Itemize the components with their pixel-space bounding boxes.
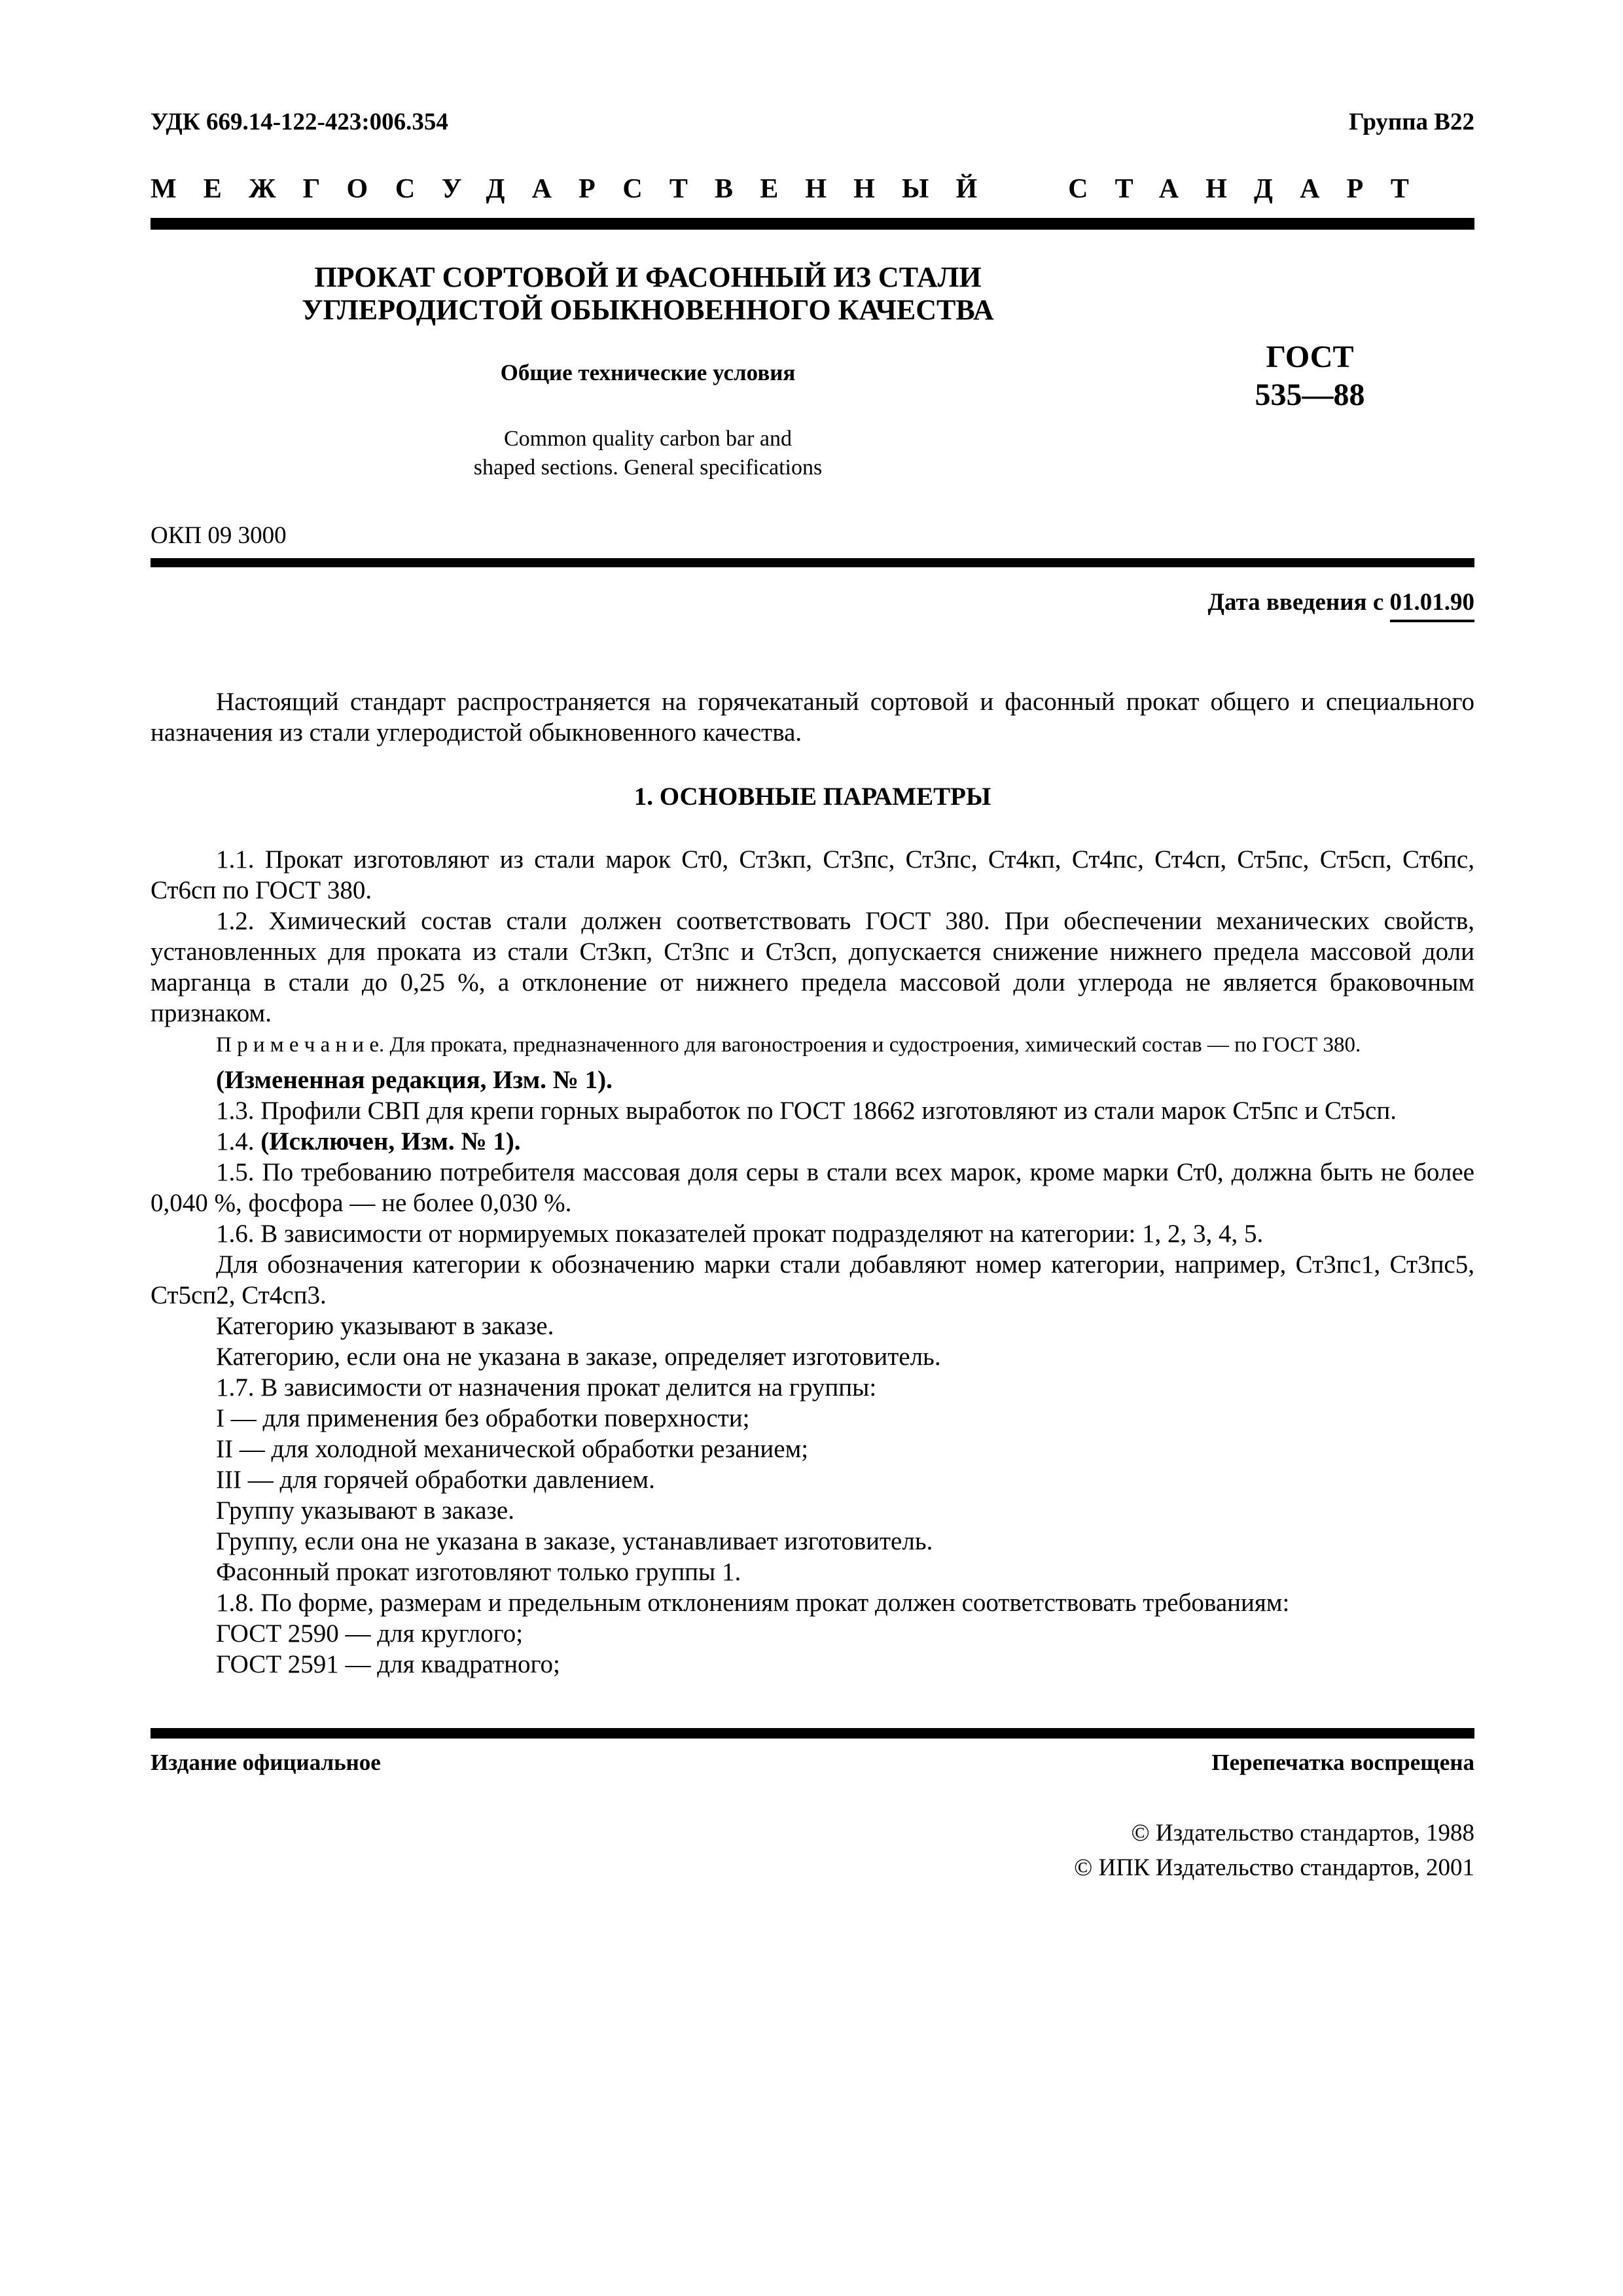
reprint-prohibited-label: Перепечатка воспрещена [1211, 1750, 1474, 1776]
paragraph-1-7-shaped: Фасонный прокат изготовляют только группы 1. [216, 1558, 741, 1587]
paragraph-1-6-order: Категорию указывают в заказе. [216, 1312, 554, 1341]
intro-paragraph: Настоящий стандарт распространяется на горячекатаный сортовой и фасонный прокат общего и специального назначения из стали углеродистой обыкновенного качества. [151, 688, 1474, 747]
copyright-block [151, 1816, 1474, 1885]
document-title-english-line1: Common quality carbon bar and [503, 427, 792, 451]
document-body [151, 686, 1474, 1680]
group-item-1: I — для применения без обработки поверхности; [216, 1404, 750, 1433]
standard-type-heading: МЕЖГОСУДАРСТВЕННЫЙ СТАНДАРТ [151, 174, 1436, 205]
identification-row [151, 108, 1474, 137]
paragraph-1-1: 1.1. Прокат изготовляют из стали марок Ст0, Ст3кп, Ст3пс, Ст3пс, Ст4кп, Ст4пс, Ст4сп, Ст5пс, Ст5сп, Ст6пс, Ст6сп по ГОСТ 380. [151, 845, 1474, 905]
gost-designation [1145, 338, 1474, 482]
paragraph-1-4 [151, 1126, 1474, 1157]
udk-code: УДК 669.14-122-423:006.354 [151, 109, 448, 135]
amendment-note-1: (Измененная редакция, Изм. № 1). [216, 1066, 613, 1095]
group-item-3: III — для горячей обработки давлением. [216, 1466, 655, 1494]
title-block [151, 261, 1474, 482]
gost-designation-prefix: ГОСТ [1266, 340, 1354, 375]
title-column [151, 261, 1145, 482]
okp-separator-bar [151, 558, 1474, 567]
document-title [151, 261, 1145, 327]
paragraph-1-3: 1.3. Профили СВП для крепи горных выработок по ГОСТ 18662 изготовляют из стали марок Ст5пс и Ст5сп. [216, 1097, 1397, 1125]
paragraph-1-8-round: ГОСТ 2590 — для круглого; [216, 1619, 524, 1648]
okp-code: ОКП 09 3000 [151, 522, 287, 550]
footer-labels-row [151, 1748, 1474, 1778]
effective-date-value: 01.01.90 [1390, 587, 1475, 622]
paragraph-1-7: 1.7. В зависимости от назначения прокат делится на группы: [216, 1373, 877, 1402]
copyright-line-1988: © Издательство стандартов, 1988 [1131, 1819, 1474, 1846]
document-title-english-line2: shaped sections. General specifications [473, 455, 823, 480]
top-separator-bar [151, 218, 1474, 230]
classification-group: Группа В22 [1349, 109, 1474, 135]
section-1-heading: 1. ОСНОВНЫЕ ПАРАМЕТРЫ [633, 783, 991, 811]
paragraph-1-6-designation: Для обозначения категории к обозначению марки стали добавляют номер категории, например, Ст3пс1, Ст3пс5, Ст5сп2, Ст4сп3. [151, 1250, 1474, 1310]
note-paragraph: П р и м е ч а н и е. Для проката, предназначенного для вагоностроения и судостроения, химический состав — по ГОСТ 380. [216, 1033, 1361, 1057]
paragraph-1-8: 1.8. По форме, размерам и предельным отклонениям прокат должен соответствовать требованиям: [216, 1589, 1290, 1617]
paragraph-1-5: 1.5. По требованию потребителя массовая доля серы в стали всех марок, кроме марки Ст0, должна быть не более 0,040 %, фосфора — не более 0,030 %. [151, 1158, 1474, 1218]
paragraph-1-4-excluded: (Исключен, Изм. № 1). [260, 1127, 521, 1156]
group-item-2: II — для холодной механической обработки резанием; [216, 1435, 809, 1464]
document-subtitle: Общие технические условия [500, 360, 796, 386]
paragraph-1-2: 1.2. Химический состав стали должен соответствовать ГОСТ 380. При обеспечении механических свойств, установленных для проката из стали Ст3кп, Ст3пс и Ст3сп, допускается снижение нижнего предела массовой доли марганца в стали до 0,25 %, а отклонение от нижнего предела массовой доли углерода не является браковочным признаком. [151, 907, 1474, 1028]
paragraph-1-7-order: Группу указывают в заказе. [216, 1496, 514, 1525]
effective-date-row [151, 587, 1474, 622]
gost-designation-number: 535—88 [1255, 378, 1365, 413]
footer-separator-bar [151, 1728, 1474, 1739]
document-title-line1: ПРОКАТ СОРТОВОЙ И ФАСОННЫЙ ИЗ СТАЛИ [314, 261, 982, 294]
document-title-line2: УГЛЕРОДИСТОЙ ОБЫКНОВЕННОГО КАЧЕСТВА [302, 294, 994, 327]
paragraph-1-7-manufacturer: Группу, если она не указана в заказе, устанавливает изготовитель. [216, 1527, 933, 1556]
effective-date-label: Дата введения с [1207, 589, 1390, 616]
paragraph-1-4-number: 1.4. [216, 1127, 261, 1156]
document-title-english [151, 425, 1145, 482]
official-edition-label: Издание официальное [151, 1750, 381, 1776]
paragraph-1-6: 1.6. В зависимости от нормируемых показателей прокат подразделяют на категории: 1, 2, 3, 4, 5. [216, 1220, 1264, 1248]
copyright-line-2001: © ИПК Издательство стандартов, 2001 [1074, 1854, 1474, 1881]
paragraph-1-8-square: ГОСТ 2591 — для квадратного; [216, 1650, 560, 1679]
paragraph-1-6-manufacturer: Категорию, если она не указана в заказе, определяет изготовитель. [216, 1343, 941, 1371]
